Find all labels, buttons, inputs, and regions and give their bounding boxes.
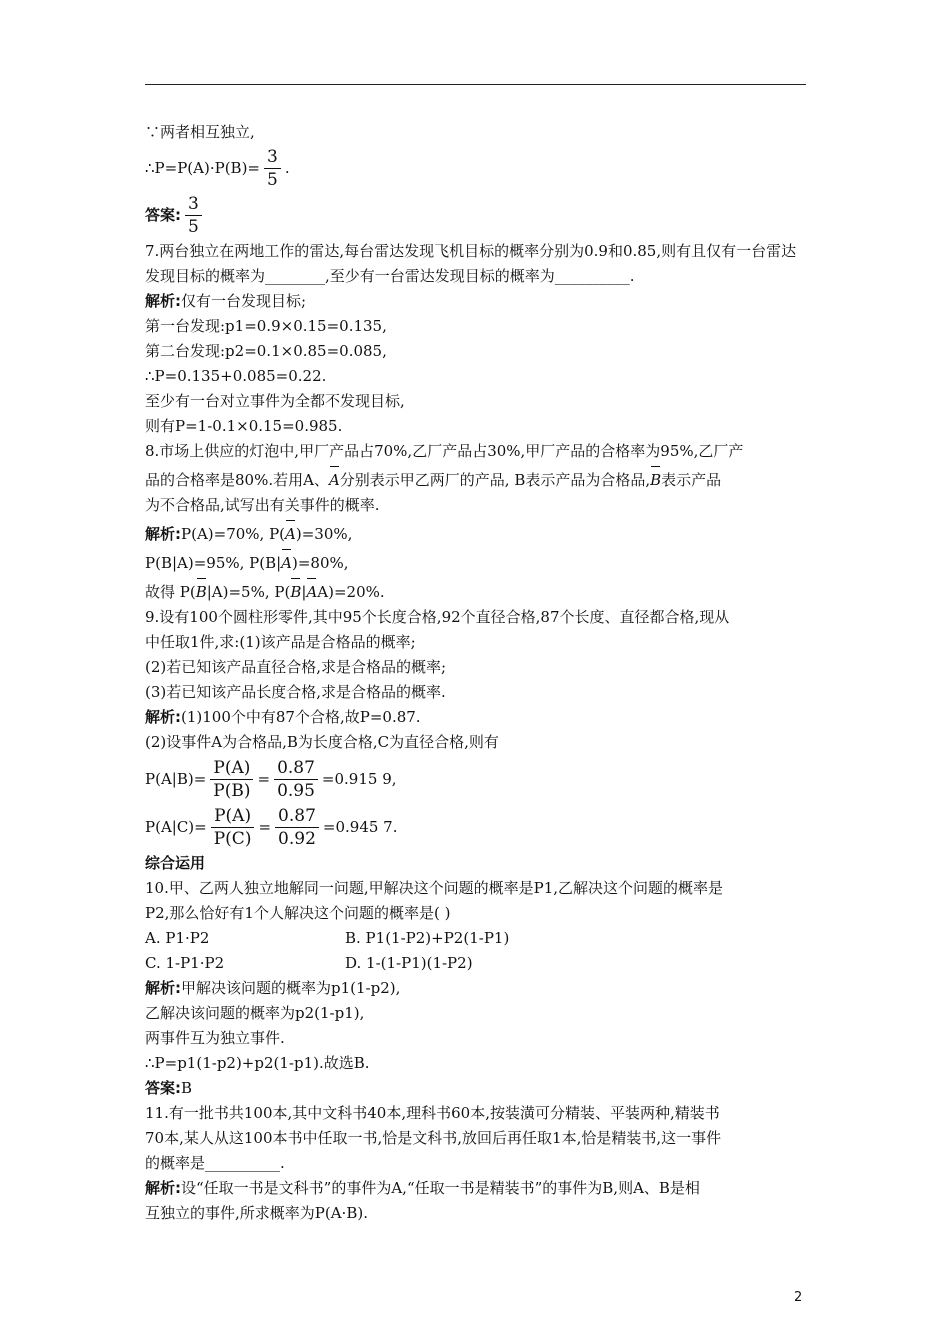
question-9-line: 9.设有100个圆柱形零件,其中95个长度合格,92个直径合格,87个长度、直径都合格,现从	[145, 608, 730, 626]
question-8-line: 8.市场上供应的灯泡中,甲厂产品占70%,乙厂产品占30%,甲厂产品的合格率为95%,乙厂产	[145, 442, 744, 460]
text-line: 第一台发现:p1=0.9×0.15=0.135,	[145, 317, 387, 335]
equation-result: =0.945 7.	[322, 817, 398, 836]
text-line	[145, 547, 810, 576]
analysis-text: 仅有一台发现目标;	[181, 292, 307, 310]
text-segment: 故得 P(	[145, 583, 196, 601]
answer-value: B	[181, 1079, 193, 1097]
fraction	[274, 757, 318, 802]
equation-row: P(A|B)= $\frac{P(A)}{P(B)}$ = $\frac{0.87}{0.95}$ =0.915 9,	[145, 757, 397, 801]
text-line: ∴P=0.135+0.085=0.22.	[145, 367, 327, 385]
text-segment: |A)=5%, P(	[206, 583, 291, 601]
answer-label: 答案:	[145, 1079, 181, 1097]
text-line: ∴P=p1(1-p2)+p2(1-p1).故选B.	[145, 1054, 370, 1072]
analysis-line	[145, 289, 810, 314]
page-number: 2	[794, 1290, 803, 1305]
text-line	[145, 145, 810, 191]
answer-line	[145, 1076, 810, 1101]
analysis-text: (1)100个中有87个合格,故P=0.87.	[181, 708, 421, 726]
fraction	[264, 146, 281, 191]
text-line: 乙解决该问题的概率为p2(1-p1),	[145, 1004, 365, 1022]
question-10-line: P2,那么恰好有1个人解决这个问题的概率是( )	[145, 904, 451, 922]
header-rule	[145, 84, 806, 85]
complement-symbol: A	[285, 518, 296, 547]
fraction-denominator: 0.92	[278, 828, 316, 849]
equation-lhs: P(A|B)=	[145, 769, 207, 788]
options-row	[145, 951, 810, 976]
page-content	[145, 120, 810, 1226]
text-line: 两事件互为独立事件.	[145, 1029, 285, 1047]
text-segment: P(A)=70%, P(	[181, 525, 286, 543]
text-segment: )=80%,	[292, 554, 349, 572]
complement-symbol: B	[650, 464, 661, 493]
option-b: B. P1(1-P2)+P2(1-P1)	[345, 929, 510, 947]
analysis-label: 解析:	[145, 979, 181, 997]
question-11-line: 的概率是__________.	[145, 1154, 285, 1172]
text-line	[145, 576, 810, 605]
section-heading: 综合运用	[145, 854, 206, 872]
fraction-denominator: 5	[188, 216, 199, 237]
text-segment: )=30%,	[295, 525, 353, 543]
question-9-line: (3)若已知该产品长度合格,求是合格品的概率.	[145, 683, 446, 701]
text-line: 第二台发现:p2=0.1×0.85=0.085,	[145, 342, 387, 360]
fraction-denominator: P(C)	[213, 828, 252, 849]
complement-symbol: A	[329, 464, 340, 493]
question-9-line: (2)若已知该产品直径合格,求是合格品的概率;	[145, 658, 447, 676]
text-line: 至少有一台对立事件为全都不发现目标,	[145, 392, 405, 410]
question-7: 7.两台独立在两地工作的雷达,每台雷达发现飞机目标的概率分别为0.9和0.85,则有且仅有一台雷达发现目标的概率为________,至少有一台雷达发现目标的概率为__________.	[145, 242, 797, 285]
fraction-denominator: P(B)	[213, 780, 251, 801]
fraction-denominator: 5	[267, 169, 278, 190]
fraction	[275, 805, 319, 850]
fraction	[210, 757, 253, 802]
analysis-text: 甲解决该问题的概率为p1(1-p2),	[181, 979, 401, 997]
fraction-numerator: 0.87	[274, 757, 318, 780]
question-10-line: 10.甲、乙两人独立地解同一问题,甲解决这个问题的概率是P1,乙解决这个问题的概率是	[145, 879, 724, 897]
fraction-numerator: 3	[185, 193, 202, 216]
text-segment: 表示产品	[661, 471, 722, 489]
text-line: (2)设事件A为合格品,B为长度合格,C为直径合格,则有	[145, 733, 499, 751]
complement-symbol: B	[290, 576, 301, 605]
analysis-label: 解析:	[145, 708, 181, 726]
equation-lhs: P(A|C)=	[145, 817, 207, 836]
analysis-label: 解析:	[145, 1179, 181, 1197]
fraction-numerator: 0.87	[275, 805, 319, 828]
question-11-line: 11.有一批书共100本,其中文科书40本,理科书60本,按装潢可分精装、平装两种,精装书	[145, 1104, 720, 1122]
analysis-line	[145, 705, 810, 730]
analysis-label: 解析:	[145, 525, 181, 543]
question-8-line	[145, 464, 810, 493]
complement-symbol: A	[306, 576, 317, 605]
complement-symbol: B	[196, 576, 207, 605]
text-segment: A)=20%.	[317, 583, 385, 601]
text-line: ∵两者相互独立,	[145, 123, 255, 141]
answer-label: 答案:	[145, 205, 181, 224]
question-9-line: 中任取1件,求:(1)该产品是合格品的概率;	[145, 633, 416, 651]
analysis-line	[145, 518, 810, 547]
text-segment: 分别表示甲乙两厂的产品, B表示产品为合格品,	[339, 471, 651, 489]
analysis-line	[145, 976, 810, 1001]
analysis-text: 设“任取一书是文科书”的事件为A,“任取一书是精装书”的事件为B,则A、B是相	[181, 1179, 700, 1197]
fraction-numerator: P(A)	[211, 805, 254, 828]
answer-line	[145, 191, 810, 239]
complement-symbol: A	[281, 547, 292, 576]
analysis-label: 解析:	[145, 292, 181, 310]
equation-end: .	[284, 158, 290, 177]
equation-row: P(A|C)= $\frac{P(A)}{P(C)}$ = $\frac{0.87}{0.92}$ =0.945 7.	[145, 805, 398, 849]
fraction-denominator: 0.95	[277, 780, 315, 801]
fraction	[211, 805, 255, 850]
equation-text: ∴P=P(A)·P(B)=	[145, 158, 260, 177]
text-segment: 品的合格率是80%.若用A、	[145, 471, 329, 489]
question-8-line: 为不合格品,试写出有关事件的概率.	[145, 496, 380, 514]
fraction	[185, 193, 202, 238]
fraction-numerator: 3	[264, 146, 281, 169]
question-11-line: 70本,某人从这100本书中任取一书,恰是文科书,放回后再任取1本,恰是精装书,这一事件	[145, 1129, 722, 1147]
text-segment: |	[301, 583, 307, 601]
option-a: A. P1·P2	[145, 929, 210, 947]
equation-result: =0.915 9,	[321, 769, 397, 788]
text-line: 则有P=1-0.1×0.15=0.985.	[145, 417, 343, 435]
option-d: D. 1-(1-P1)(1-P2)	[345, 954, 473, 972]
fraction-numerator: P(A)	[210, 757, 253, 780]
option-c: C. 1-P1·P2	[145, 954, 225, 972]
analysis-line	[145, 1176, 810, 1201]
options-row	[145, 926, 810, 951]
text-segment: P(B|A)=95%, P(B|	[145, 554, 282, 572]
text-line: 互独立的事件,所求概率为P(A·B).	[145, 1204, 368, 1222]
